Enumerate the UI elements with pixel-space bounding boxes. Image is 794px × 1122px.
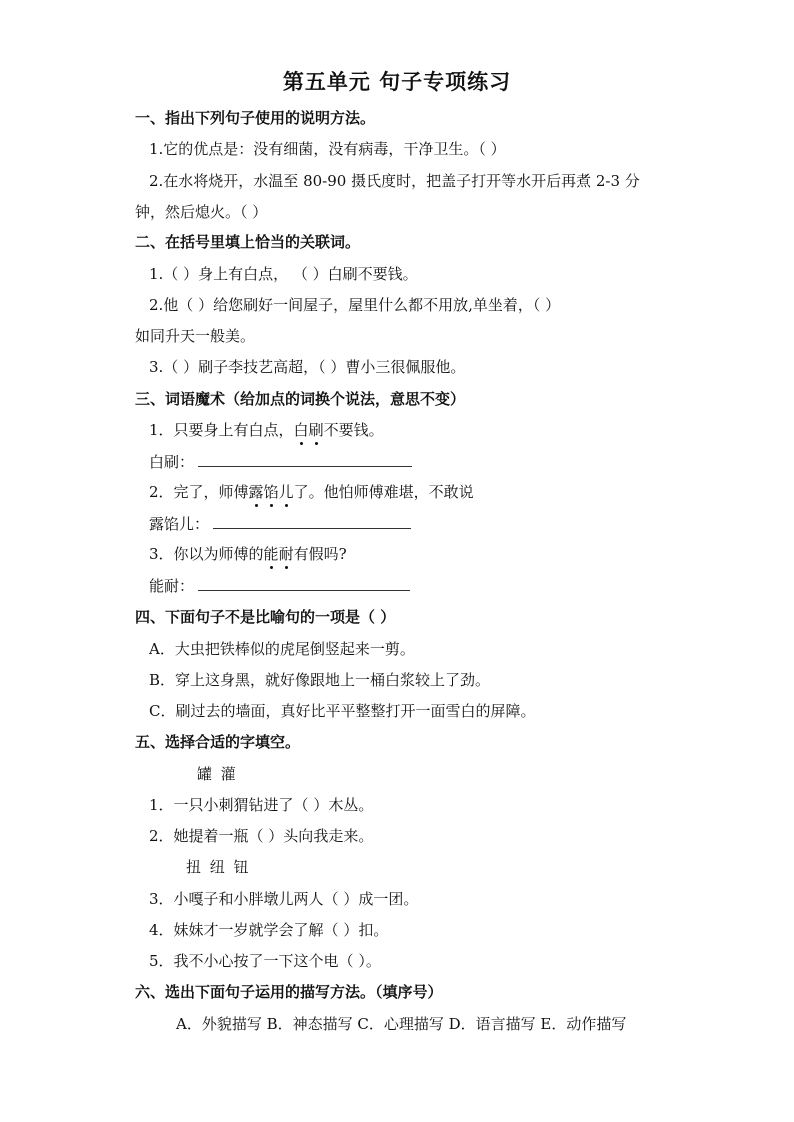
s3-q1-dotted-char-1: 白 [293,421,309,439]
s5-choices-1: 罐 灌 [197,765,238,783]
s3-q1-prefix: 1．只要身上有白点， [149,421,294,439]
s3-answer-2 [149,514,411,534]
s3-question-1 [149,420,384,440]
s1-question-2-line-1: 2.在水将烧开，水温至 80-90 摄氏度时，把盖子打开等水开后再煮 2-3 分 [149,172,640,190]
s3-question-2 [149,482,474,502]
s3-q2-prefix: 2．完了，师傅 [149,483,249,501]
s3-answer-2-blank[interactable] [213,514,411,529]
page-title: 第五单元 句子专项练习 [282,70,512,94]
s1-question-2-line-2: 钟，然后熄火。（ ） [135,203,268,221]
s3-q2-suffix: 了。他怕师傅难堪，不敢说 [293,483,474,501]
s3-q3-dotted-char-1: 能 [263,545,279,563]
s3-question-3 [149,544,347,564]
s3-q1-dotted-char-2: 刷 [308,421,324,439]
s2-question-1: 1.（ ）身上有白点， （ ）白刷不要钱。 [149,265,418,283]
s4-option-b: B．穿上这身黑，就好像跟地上一桶白浆较上了劲。 [149,671,491,689]
s2-question-2-line-2: 如同升天一般美。 [135,327,256,345]
s6-options: A．外貌描写 B．神态描写 C．心理描写 D．语言描写 E．动作描写 [176,1015,627,1033]
s3-answer-1 [149,452,412,472]
section-3-heading: 三、词语魔术（给加点的词换个说法，意思不变） [135,390,466,408]
s5-question-1: 1．一只小刺猬钻进了（ ）木丛。 [149,796,374,814]
s3-q2-dotted-char-2: 馅 [263,483,279,501]
section-5-heading: 五、选择合适的字填空。 [135,733,301,751]
s3-answer-2-label: 露馅儿： [149,515,210,533]
s3-answer-1-blank[interactable] [198,452,412,467]
s3-q3-suffix: 有假吗? [293,545,347,563]
s3-q3-prefix: 3．你以为师傅的 [149,545,264,563]
s3-answer-3 [149,576,410,596]
s3-q3-dotted-char-2: 耐 [278,545,294,563]
s5-question-3: 3．小嘎子和小胖墩儿两人（ ）成一团。 [149,890,419,908]
s3-q2-dotted-char-3: 儿 [278,483,294,501]
s5-question-4: 4．妹妹才一岁就学会了解（ ）扣。 [149,921,389,939]
section-2-heading: 二、在括号里填上恰当的关联词。 [135,233,361,251]
s3-q1-suffix: 不要钱。 [323,421,384,439]
s3-answer-3-label: 能耐： [149,577,195,595]
s4-option-c: C．刷过去的墙面，真好比平平整整打开一面雪白的屏障。 [149,702,536,720]
s2-question-2-line-1: 2.他（ ）给您刷好一间屋子，屋里什么都不用放,单坐着，（ ） [149,296,561,314]
section-4-heading: 四、下面句子不是比喻句的一项是（ ） [135,608,396,626]
s3-answer-3-blank[interactable] [198,576,410,591]
s1-question-1: 1.它的优点是：没有细菌，没有病毒，干净卫生。（ ） [149,140,506,158]
s5-question-5: 5．我不小心按了一下这个电（ ）。 [149,952,381,970]
section-6-heading: 六、选出下面句子运用的描写方法。（填序号） [135,983,443,1001]
s5-question-2: 2．她提着一瓶（ ）头向我走来。 [149,827,374,845]
s5-choices-2: 扭 纽 钮 [186,858,251,876]
s3-answer-1-label: 白刷： [149,453,195,471]
section-1-heading: 一、指出下列句子使用的说明方法。 [135,109,376,127]
s4-option-a: A．大虫把铁棒似的虎尾倒竖起来一剪。 [149,640,415,658]
s2-question-3: 3.（ ）刷子李技艺高超，（ ）曹小三很佩服他。 [149,358,466,376]
s3-q2-dotted-char-1: 露 [248,483,264,501]
